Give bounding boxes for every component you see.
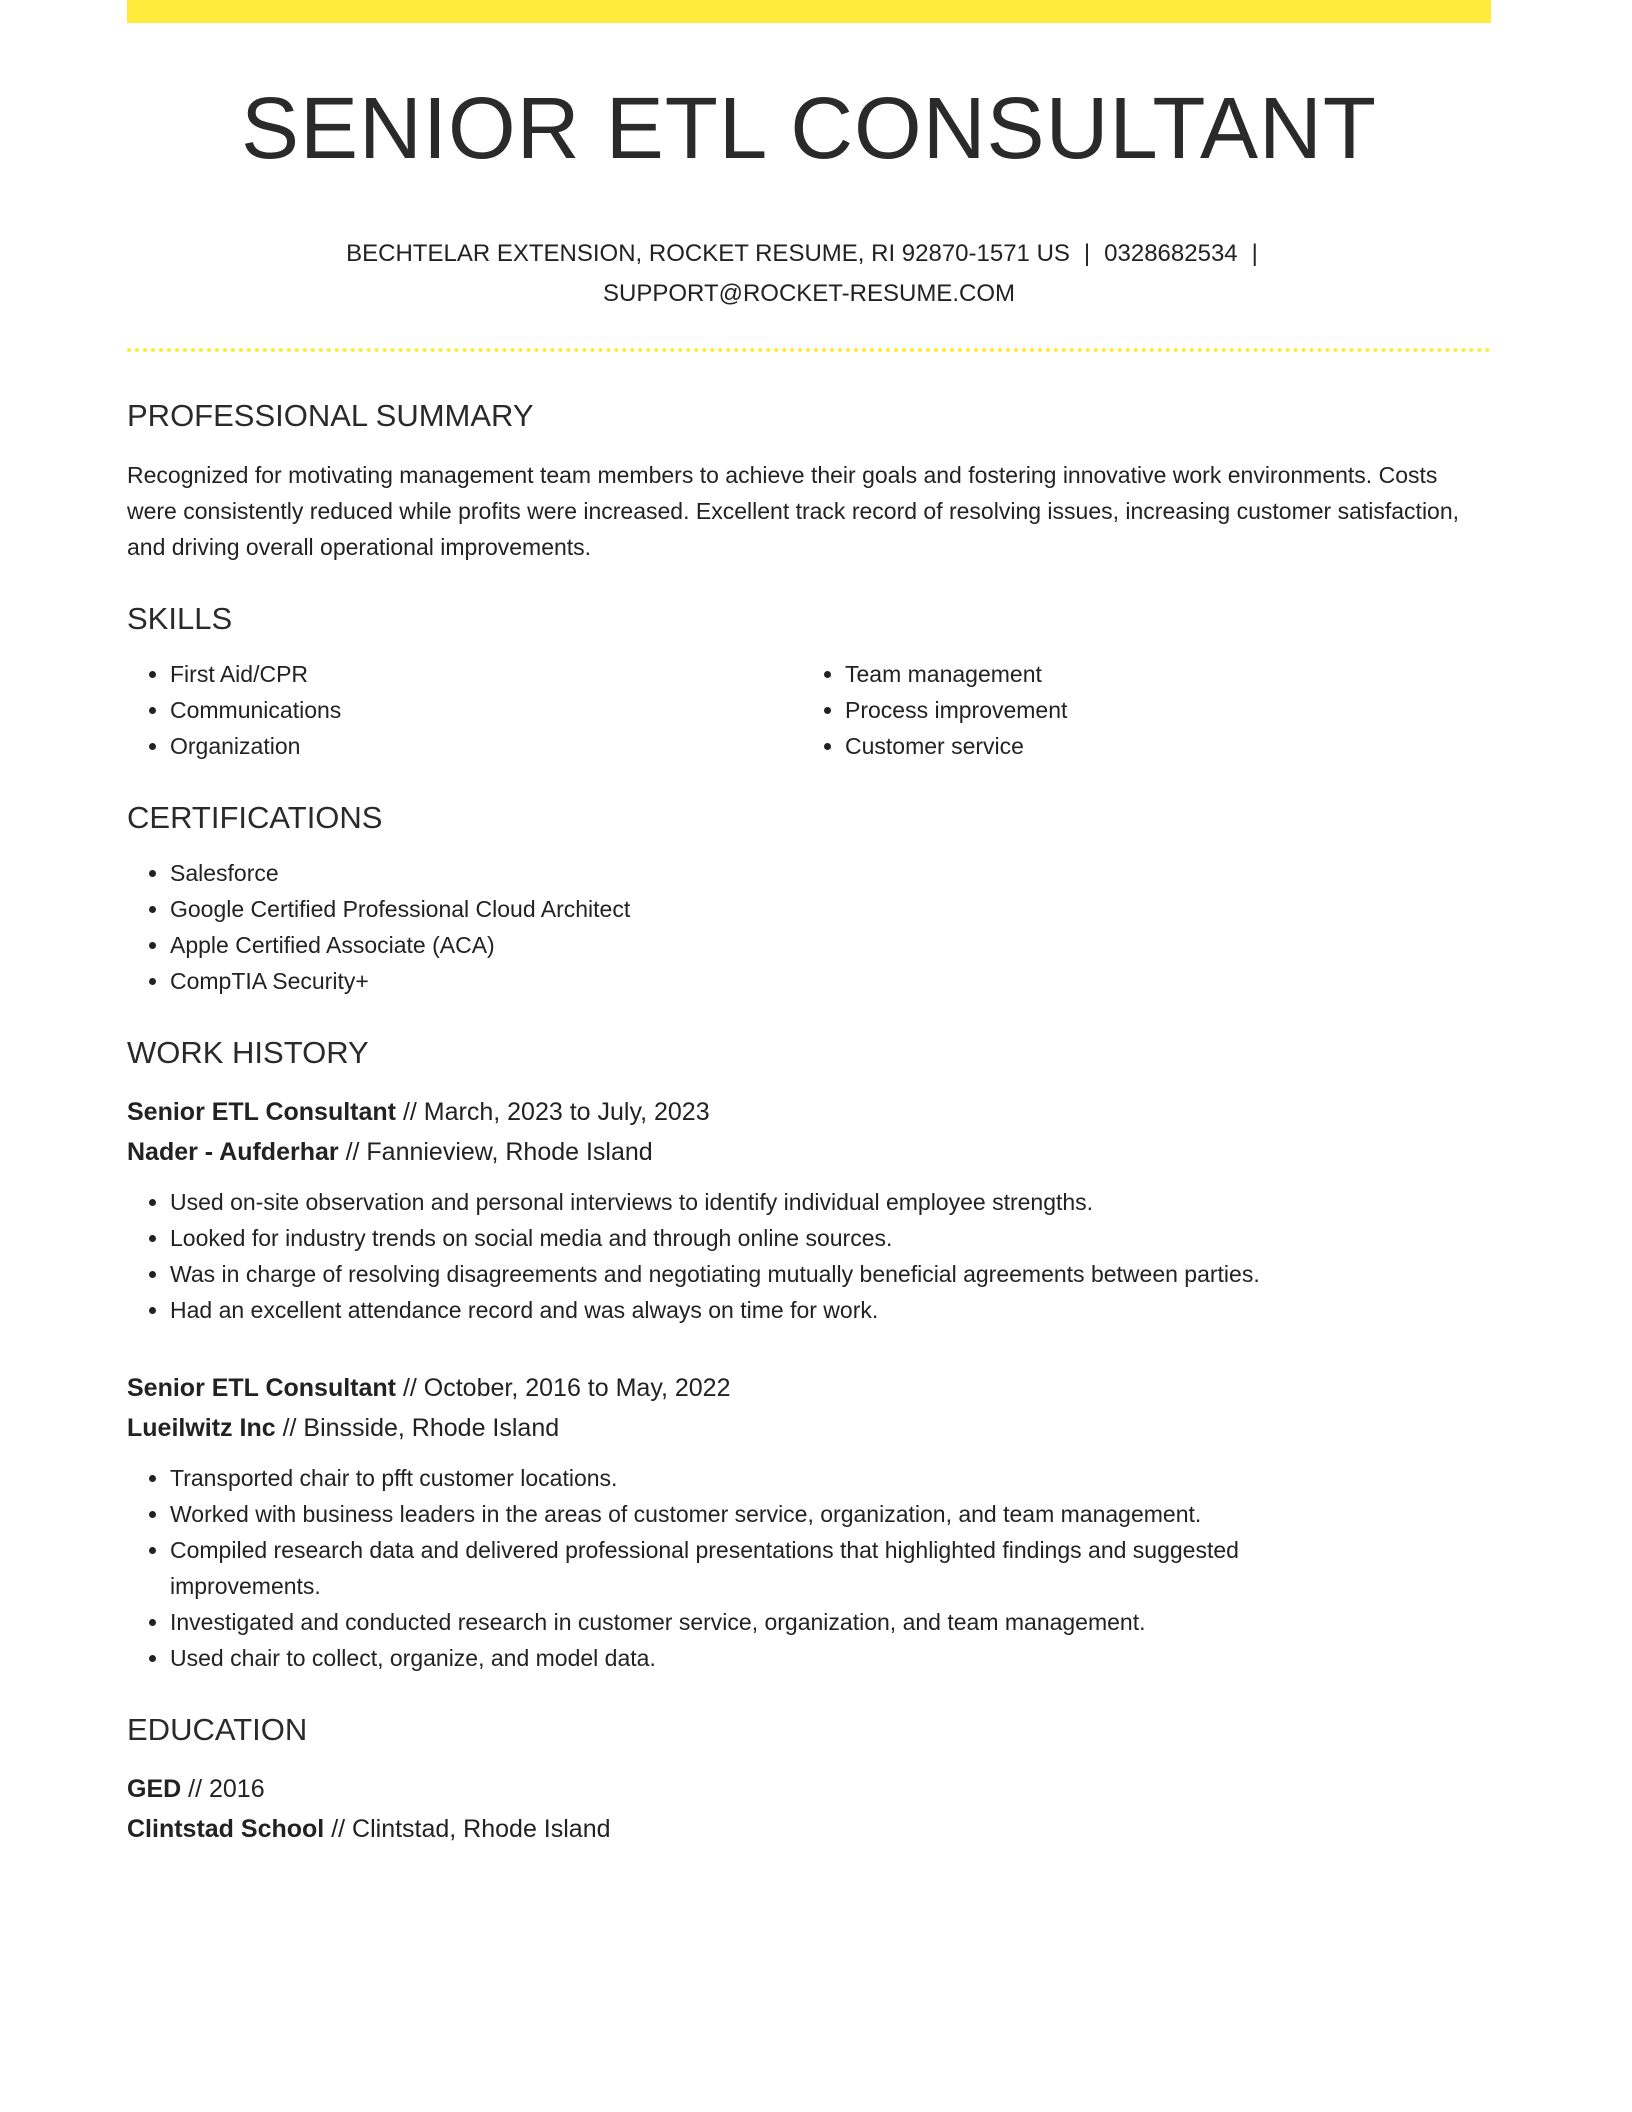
job-location: // Fannieview, Rhode Island xyxy=(345,1138,653,1166)
job-company: Lueilwitz Inc xyxy=(127,1414,276,1442)
job-bullet-list xyxy=(127,1460,1491,1676)
job-bullet: • Investigated and conducted research in customer service, organization, and team management. xyxy=(170,1604,1491,1640)
job-bullet: • Had an excellent attendance record and was always on time for work. xyxy=(170,1292,1491,1328)
job-role: Senior ETL Consultant xyxy=(127,1374,396,1402)
skill-item: • Team management xyxy=(845,656,1475,692)
job-company-line xyxy=(127,1132,1491,1172)
job-location: // Binsside, Rhode Island xyxy=(282,1414,560,1442)
job-bullet: • Looked for industry trends on social media and through online sources. xyxy=(170,1220,1491,1256)
skills-heading: SKILLS xyxy=(127,601,233,636)
skill-item: • Organization xyxy=(170,728,800,764)
summary-text: Recognized for motivating management team members to achieve their goals and fostering innovative work environments. Costs were consistently reduced while profits were increased. Excellent track record of resolving issues, increasing customer satisfaction, and driving overall operational improvements. xyxy=(127,462,1460,560)
job-title-line xyxy=(127,1368,1491,1408)
header-divider xyxy=(127,348,1491,352)
resume-name: SENIOR ETL CONSULTANT xyxy=(240,80,1378,177)
certification-item: • Google Certified Professional Cloud Architect xyxy=(170,891,1491,927)
job-bullet: • Was in charge of resolving disagreements and negotiating mutually beneficial agreements between parties. xyxy=(170,1256,1491,1292)
contact-email: SUPPORT@ROCKET-RESUME.COM xyxy=(603,280,1015,307)
skills-list-left xyxy=(127,656,800,764)
education-year: // 2016 xyxy=(188,1775,265,1803)
accent-top-bar xyxy=(127,0,1491,23)
skill-item: • Process improvement xyxy=(845,692,1475,728)
job-bullet: • Transported chair to pfft customer locations. xyxy=(170,1460,1491,1496)
job-company: Nader - Aufderhar xyxy=(127,1138,339,1166)
education-location: // Clintstad, Rhode Island xyxy=(331,1815,611,1843)
job-entry xyxy=(127,1368,1491,1676)
education-entry xyxy=(127,1769,1491,1849)
contact-separator: | xyxy=(1083,240,1091,267)
job-title-line xyxy=(127,1092,1491,1132)
job-entry xyxy=(127,1092,1491,1328)
education-degree-line xyxy=(127,1769,1491,1809)
contact-address: BECHTELAR EXTENSION, ROCKET RESUME, RI 92870-1571 US xyxy=(346,240,1070,267)
job-dates: // March, 2023 to July, 2023 xyxy=(402,1098,710,1126)
certification-item: • Salesforce xyxy=(170,855,1491,891)
education-school-line xyxy=(127,1809,1491,1849)
contact-separator: | xyxy=(1251,240,1258,267)
skill-item: • Customer service xyxy=(845,728,1475,764)
resume-content xyxy=(127,0,1491,1849)
job-bullet: • Compiled research data and delivered professional presentations that highlighted findings and suggested improvements. xyxy=(170,1532,1491,1604)
certifications-list xyxy=(127,855,1491,999)
skill-item: • Communications xyxy=(170,692,800,728)
certification-item: • Apple Certified Associate (ACA) xyxy=(170,927,1491,963)
certifications-heading: CERTIFICATIONS xyxy=(127,800,383,835)
skill-item: • First Aid/CPR xyxy=(170,656,800,692)
job-dates: // October, 2016 to May, 2022 xyxy=(402,1374,731,1402)
skills-list-right xyxy=(800,656,1475,764)
skills-grid xyxy=(127,656,1491,764)
contact-phone: 0328682534 xyxy=(1104,240,1238,267)
job-bullet: • Worked with business leaders in the areas of customer service, organization, and team management. xyxy=(170,1496,1491,1532)
job-bullet: • Used on-site observation and personal interviews to identify individual employee strengths. xyxy=(170,1184,1491,1220)
job-bullet: • Used chair to collect, organize, and model data. xyxy=(170,1640,1491,1676)
work-history-heading: WORK HISTORY xyxy=(127,1035,369,1070)
summary-heading: PROFESSIONAL SUMMARY xyxy=(127,398,534,433)
job-role: Senior ETL Consultant xyxy=(127,1098,396,1126)
job-company-line xyxy=(127,1408,1491,1448)
education-school: Clintstad School xyxy=(127,1815,325,1843)
education-heading: EDUCATION xyxy=(127,1712,308,1747)
education-degree: GED xyxy=(127,1775,182,1803)
contact-info xyxy=(299,234,1319,314)
certification-item: • CompTIA Security+ xyxy=(170,963,1491,999)
job-bullet-list xyxy=(127,1184,1491,1328)
